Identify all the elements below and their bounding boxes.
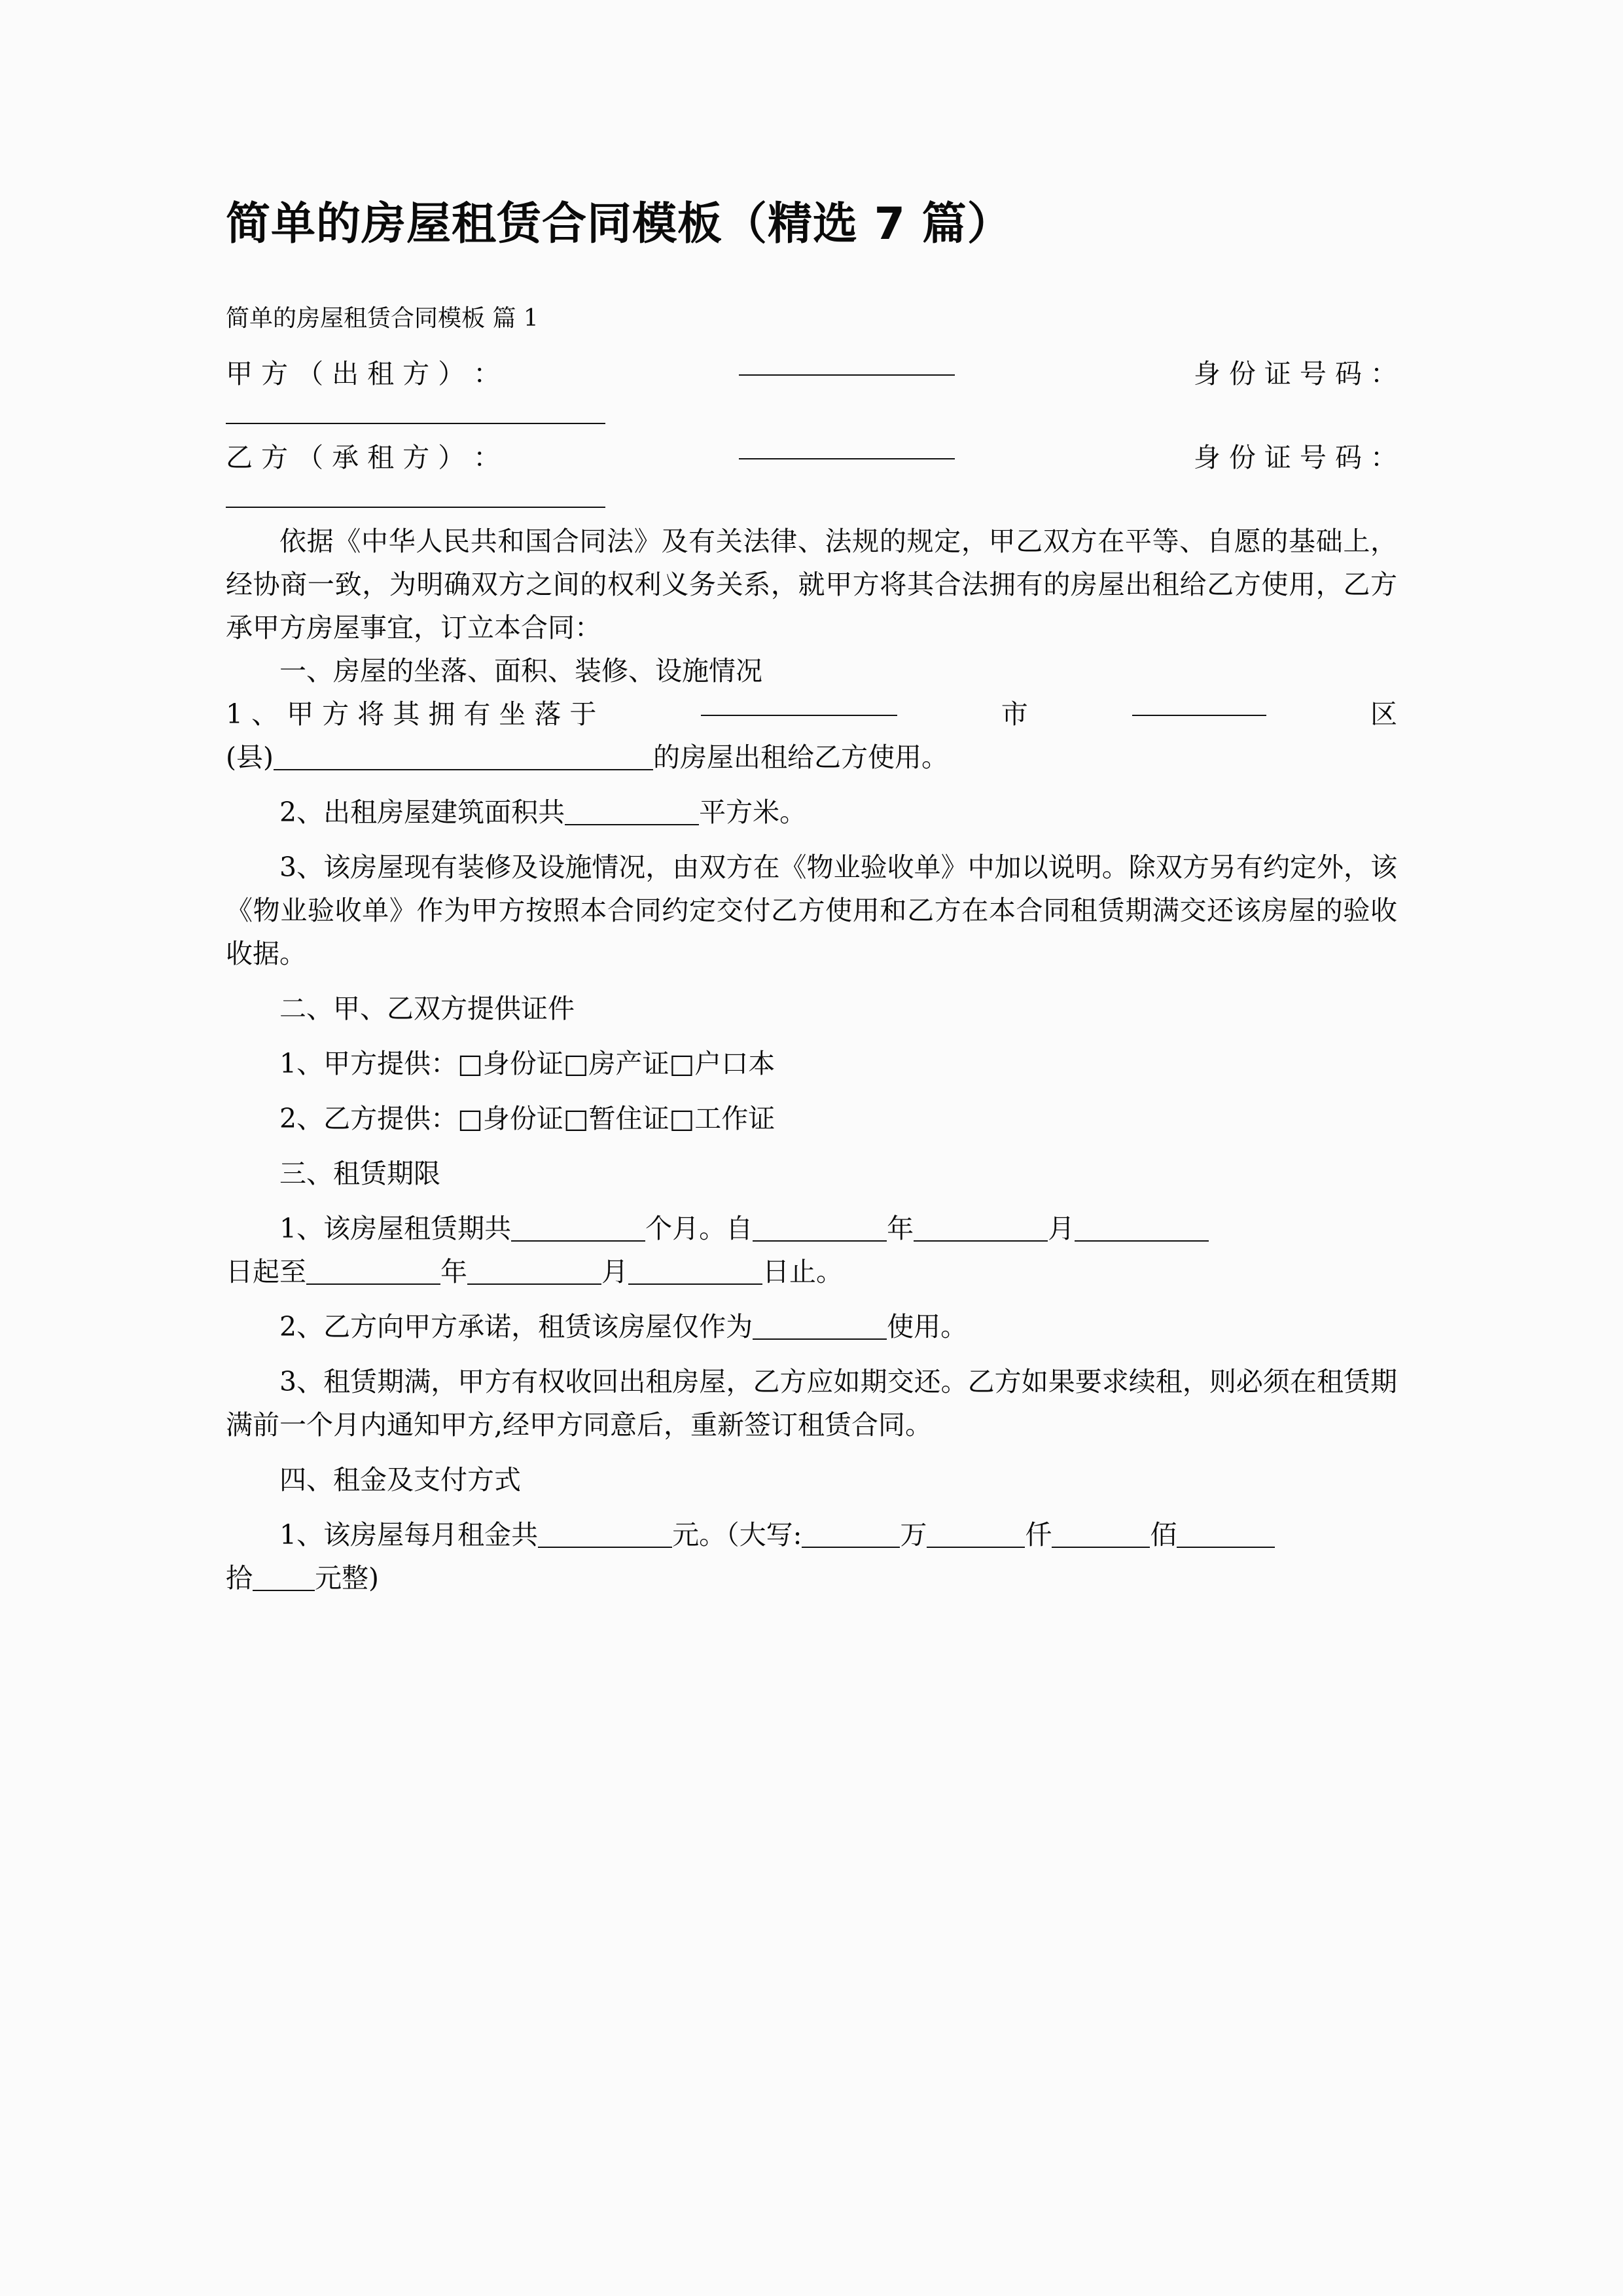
monthly-rent-blank[interactable] [538,1524,672,1548]
section1-item1-line2-prefix: (县) [226,741,274,773]
spacer [226,779,1397,791]
rent-words-wan-blank[interactable] [802,1524,900,1548]
section-heading-1: 一、房屋的坐落、面积、装修、设施情况 [279,655,762,687]
section4-item1-prefix: 1、该房屋每月租金共 [279,1518,539,1551]
lease-start-day-blank[interactable] [1075,1218,1209,1242]
spacer [226,1446,1397,1458]
section3-item1-line1 [226,1207,1397,1250]
section3-item3: 3、租赁期满，甲方有权收回出租房屋，乙方应如期交还。乙方如果要求续租，则必须在租赁期满前一个月内通知甲方,经甲方同意后，重新签订租赁合同。 [226,1365,1397,1441]
party-b-id-label: 身 份 证 号 码 ： [1193,441,1397,473]
lease-start-month-blank[interactable] [914,1218,1048,1242]
section1-item3: 3、该房屋现有装修及设施情况，由双方在《物业验收单》中加以说明。除双方另有约定外，该《物业验收单》作为甲方按照本合同约定交付乙方使用和乙方在本合同租赁期满交还该房屋的验收收据。 [226,851,1397,969]
party-b-row [226,436,1397,479]
lease-end-year-blank[interactable] [306,1261,440,1285]
spacer [226,1085,1397,1097]
spacer [226,834,1397,846]
party-a-id-blank[interactable] [226,395,605,424]
section1-item2 [226,791,1397,834]
lease-end-month-blank[interactable] [467,1261,601,1285]
section-heading-4: 四、租金及支付方式 [279,1463,521,1496]
lease-months-blank[interactable] [511,1218,645,1242]
spacer [226,1030,1397,1042]
rent-words-qian-blank[interactable] [927,1524,1025,1548]
section4-item1-line1 [226,1513,1397,1556]
section4-item1-line2-t2: 元整) [315,1562,379,1594]
section3-item2-prefix: 2、乙方向甲方承诺，租赁该房屋仅作为 [279,1310,753,1342]
party-a-label: 甲 方 （ 出 租 方 ） ： [226,357,501,389]
section-heading-3: 三、租赁期限 [279,1157,440,1189]
section4-item1-t3: 仟 [1025,1518,1052,1551]
party-b-label: 乙 方 （ 承 租 方 ） ： [226,441,501,473]
preamble-paragraph: 依据《中华人民共和国合同法》及有关法律、法规的规定，甲乙双方在平等、自愿的基础上，经协商一致，为明确双方之间的权利义务关系，就甲方将其合法拥有的房屋出租给乙方使用，乙方承甲方房屋事宜，订立本合同： [226,525,1397,643]
section3-item1-line2-t1: 年 [440,1255,467,1287]
spacer [226,424,1397,436]
section4-item1-t2: 万 [900,1518,927,1551]
usage-purpose-blank[interactable] [753,1316,887,1340]
section4-item1-t1: 元。（大写: [672,1518,802,1551]
section1-item1-prefix: 1 、 甲 方 将 其 拥 有 坐 落 于 [226,698,597,730]
section-heading-2: 二、甲、乙双方提供证件 [279,992,575,1024]
section1-item1-line1 [226,692,1397,736]
section4-item1-line2-t1: 拾 [226,1562,253,1594]
rent-words-shi-prefix-blank[interactable] [1177,1524,1275,1548]
spacer [226,1140,1397,1152]
section2-item1[interactable]: 1、甲方提供：□身份证□房产证□户口本 [279,1047,776,1079]
party-b-name-blank[interactable] [739,436,955,459]
section4-item1-t4: 佰 [1150,1518,1177,1551]
spacer [226,1195,1397,1207]
address-city-blank[interactable] [701,692,897,716]
section3-item1-line2-t2: 月 [601,1255,628,1287]
section3-item1-line2 [226,1250,1397,1293]
lease-start-year-blank[interactable] [753,1218,887,1242]
section3-item2 [226,1305,1397,1348]
spacer [226,1501,1397,1513]
rent-words-bai-blank[interactable] [1052,1524,1150,1548]
section3-item1-prefix: 1、该房屋租赁期共 [279,1212,512,1244]
section1-item1-mid1: 市 [1001,698,1028,730]
party-a-row [226,352,1397,395]
section3-item1-t3: 月 [1048,1212,1075,1244]
document-subtitle: 简单的房屋租赁合同模板 篇 1 [226,305,539,332]
address-detail-blank[interactable] [274,747,653,770]
address-district-blank[interactable] [1132,692,1266,716]
section4-item1-line2 [226,1556,1397,1600]
section1-item1-mid2: 区 [1370,698,1397,730]
party-b-id-blank[interactable] [226,479,605,508]
section3-item1-line2-t3: 日止。 [762,1255,843,1287]
spacer [226,508,1397,520]
section3-item1-t1: 个月。自 [645,1212,753,1244]
floor-area-blank[interactable] [565,802,699,825]
party-a-id-label: 身 份 证 号 码 ： [1193,357,1397,389]
section1-item2-suffix: 平方米。 [699,796,807,828]
page-title: 简单的房屋租赁合同模板（精选 7 篇） [226,198,1012,250]
party-a-name-blank[interactable] [739,352,955,376]
section1-item1-line2-suffix: 的房屋出租给乙方使用。 [653,741,948,773]
section2-item2[interactable]: 2、乙方提供：□身份证□暂住证□工作证 [279,1102,776,1134]
section3-item1-t2: 年 [887,1212,914,1244]
rent-words-yuan-blank[interactable] [253,1568,315,1591]
document-content [226,0,1397,1600]
section3-item2-suffix: 使用。 [887,1310,968,1342]
section1-item2-prefix: 2、出租房屋建筑面积共 [279,796,565,828]
lease-end-day-blank[interactable] [628,1261,762,1285]
spacer [226,1293,1397,1305]
section3-item1-line2-prefix: 日起至 [226,1255,306,1287]
spacer [226,975,1397,987]
section1-item1-line2 [226,736,1397,779]
spacer [226,335,1397,352]
spacer [226,1348,1397,1360]
